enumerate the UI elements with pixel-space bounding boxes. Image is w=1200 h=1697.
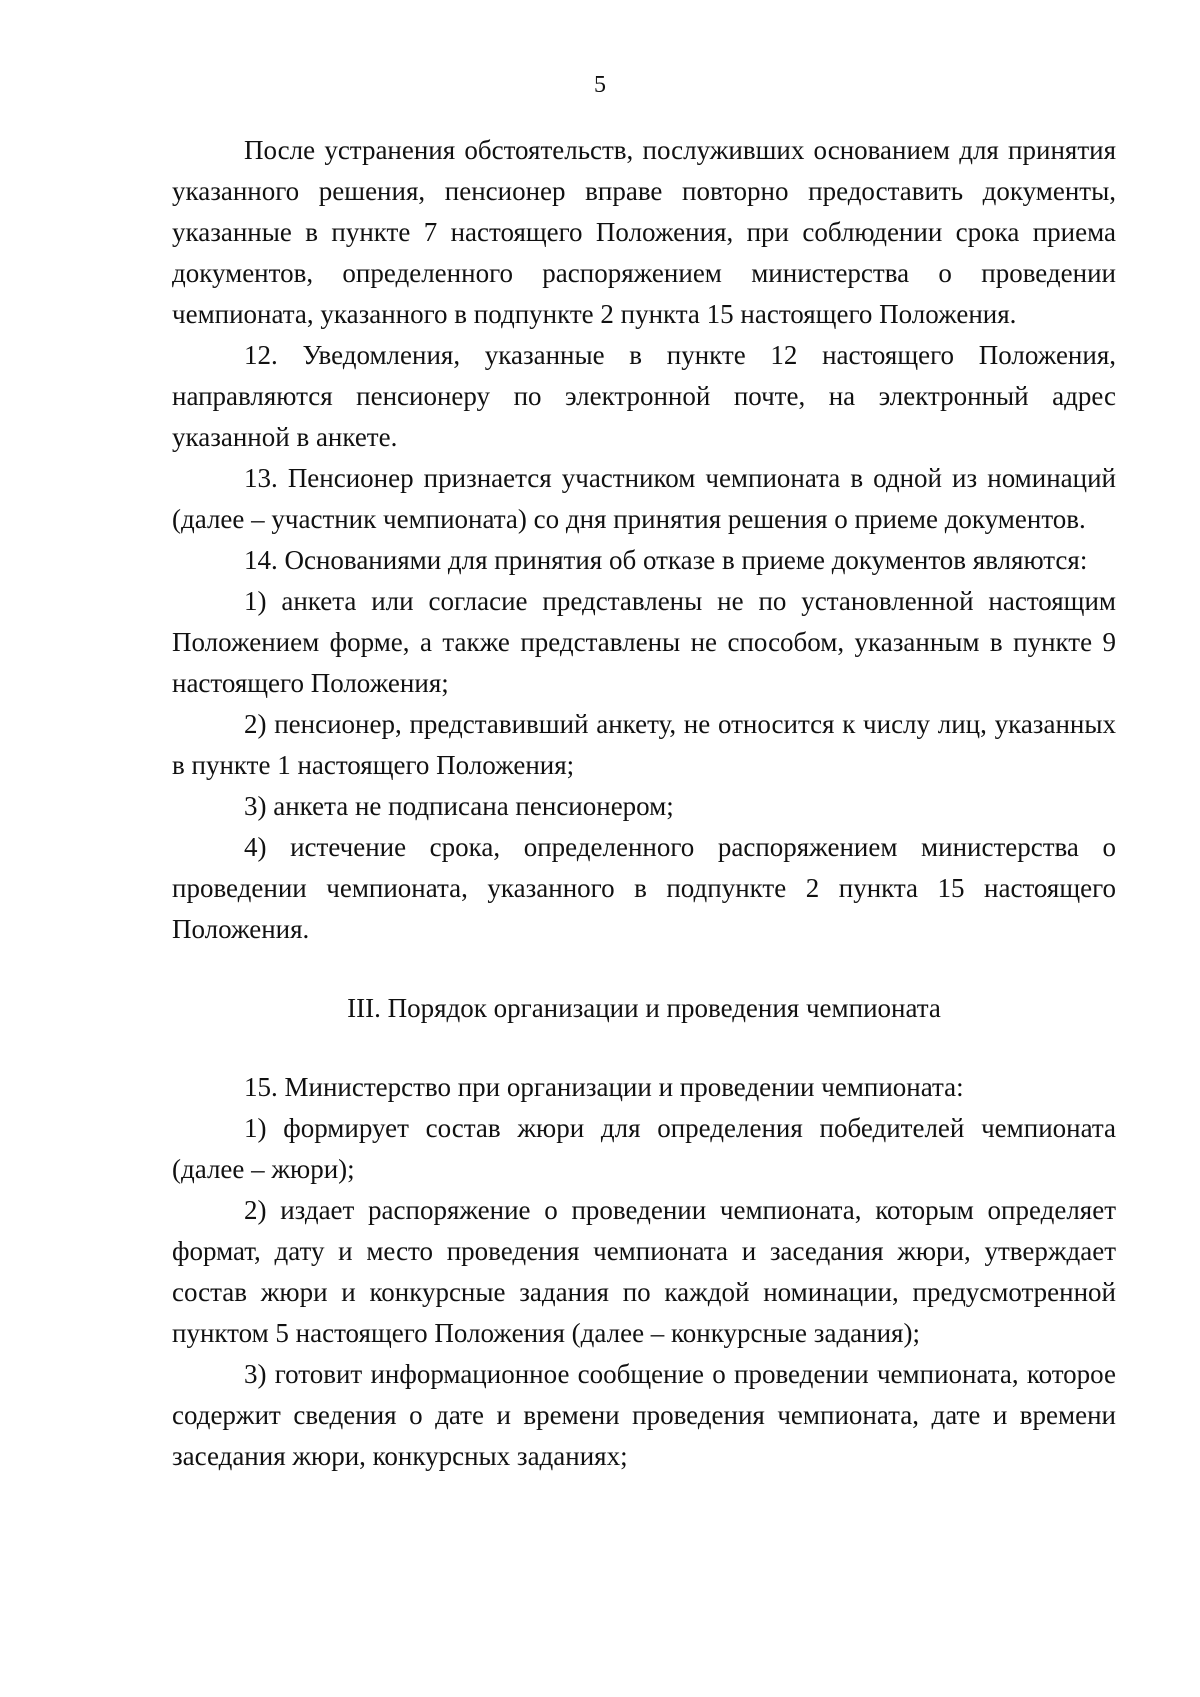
paragraph-15-item-3: 3) готовит информационное сообщение о проведении чемпионата, которое содержит сведения о дате и времени проведения чемпионата, дате и времени заседания жюри, конкурсных заданиях; [172,1359,1116,1471]
section-heading: III. Порядок организации и проведения чемпионата [347,993,941,1023]
document-body [172,130,1116,1477]
paragraph-15: 15. Министерство при организации и проведении чемпионата: [244,1072,964,1102]
paragraph-12: 12. Уведомления, указанные в пункте 12 настоящего Положения, направляются пенсионеру по электронной почте, на электронный адрес указанной в анкете. [172,340,1116,452]
paragraph-14-item-4: 4) истечение срока, определенного распоряжением министерства о проведении чемпионата, указанного в подпункте 2 пункта 15 настоящего Положения. [172,832,1116,944]
paragraph-14-item-3: 3) анкета не подписана пенсионером; [244,791,674,821]
paragraph-14: 14. Основаниями для принятия об отказе в приеме документов являются: [244,545,1088,575]
paragraph-14-item-2: 2) пенсионер, представивший анкету, не относится к числу лиц, указанных в пункте 1 настоящего Положения; [172,709,1116,780]
paragraph-15-item-2: 2) издает распоряжение о проведении чемпионата, которым определяет формат, дату и место проведения чемпионата и заседания жюри, утверждает состав жюри и конкурсные задания по каждой номинации, предусмотренной пунктом 5 настоящего Положения (далее – конкурсные задания); [172,1195,1116,1348]
paragraph-15-item-1: 1) формирует состав жюри для определения победителей чемпионата (далее – жюри); [172,1113,1116,1184]
paragraph-after-elimination: После устранения обстоятельств, послуживших основанием для принятия указанного решения, пенсионер вправе повторно предоставить документы, указанные в пункте 7 настоящего Положения, при соблюдении срока приема документов, определенного распоряжением министерства о проведении чемпионата, указанного в подпункте 2 пункта 15 настоящего Положения. [172,135,1116,329]
page-number: 5 [594,72,606,98]
paragraph-14-item-1: 1) анкета или согласие представлены не по установленной настоящим Положением форме, а также представлены не способом, указанным в пункте 9 настоящего Положения; [172,586,1116,698]
paragraph-13: 13. Пенсионер признается участником чемпионата в одной из номинаций (далее – участник чемпионата) со дня принятия решения о приеме документов. [172,463,1116,534]
